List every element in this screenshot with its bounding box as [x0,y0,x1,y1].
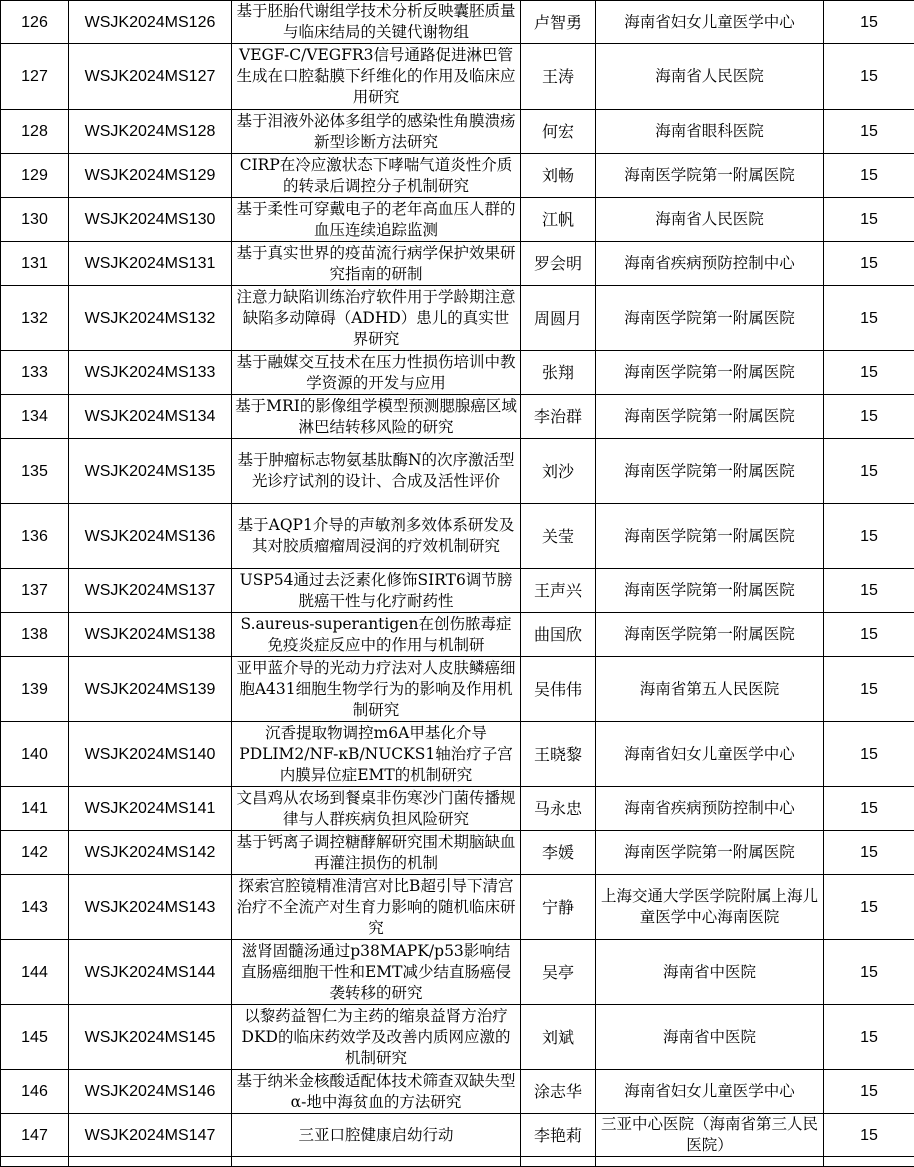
project-code-cell: WSJK2024MS134 [69,395,232,439]
funding-amount-cell: 15 [824,110,914,154]
funding-amount-cell: 15 [824,613,914,657]
project-title-cell: 沉香提取物调控m6A甲基化介导PDLIM2/NF-κB/NUCKS1轴治疗子宫内膜异位症EMT的机制研究 [232,722,521,787]
project-code-cell: WSJK2024MS146 [69,1070,232,1114]
project-title-cell: 基于钙离子调控糖酵解研究围术期脑缺血再灌注损伤的机制 [232,831,521,875]
institution-cell: 海南医学院第一附属医院 [596,395,824,439]
project-title-cell: 探索宫腔镜精准清宫对比B超引导下清宫治疗不全流产对生育力影响的随机临床研究 [232,875,521,940]
table-row [1,198,914,242]
row-number-cell: 145 [1,1005,69,1070]
project-code-cell: WSJK2024MS142 [69,831,232,875]
project-code-cell: WSJK2024MS127 [69,44,232,110]
table-cell [1,1157,69,1167]
funding-amount-cell: 15 [824,242,914,286]
funding-amount-cell: 15 [824,44,914,110]
project-leader-cell: 王晓黎 [521,722,596,787]
table-row [1,1,914,44]
funding-amount-cell: 15 [824,395,914,439]
project-title-cell: 基于纳米金核酸适配体技术筛查双缺失型α-地中海贫血的方法研究 [232,1070,521,1114]
project-table-body [1,1,914,1167]
institution-cell: 海南省妇女儿童医学中心 [596,1,824,44]
table-row [1,657,914,722]
row-number-cell: 128 [1,110,69,154]
project-title-cell: 三亚口腔健康启幼行动 [232,1114,521,1157]
table-row [1,286,914,351]
project-leader-cell: 李治群 [521,395,596,439]
table-row [1,351,914,395]
table-row [1,875,914,940]
funding-amount-cell: 15 [824,198,914,242]
row-number-cell: 135 [1,439,69,504]
funding-amount-cell: 15 [824,657,914,722]
table-row [1,439,914,504]
table-row [1,787,914,831]
project-leader-cell: 吴亭 [521,940,596,1005]
institution-cell: 海南医学院第一附属医院 [596,439,824,504]
project-leader-cell: 周圆月 [521,286,596,351]
row-number-cell: 137 [1,569,69,613]
project-leader-cell: 王涛 [521,44,596,110]
row-number-cell: 138 [1,613,69,657]
table-row [1,44,914,110]
funding-amount-cell: 15 [824,154,914,198]
table-row [1,722,914,787]
funding-amount-cell: 15 [824,286,914,351]
institution-cell: 海南省第五人民医院 [596,657,824,722]
project-title-cell: VEGF-C/VEGFR3信号通路促进淋巴管生成在口腔黏膜下纤维化的作用及临床应用研究 [232,44,521,110]
table-cell [824,1157,914,1167]
institution-cell: 海南省人民医院 [596,44,824,110]
project-title-cell: 亚甲蓝介导的光动力疗法对人皮肤鳞癌细胞A431细胞生物学行为的影响及作用机制研究 [232,657,521,722]
project-title-cell: 基于柔性可穿戴电子的老年高血压人群的血压连续追踪监测 [232,198,521,242]
project-code-cell: WSJK2024MS138 [69,613,232,657]
row-number-cell: 141 [1,787,69,831]
table-row [1,395,914,439]
project-title-cell: 以黎药益智仁为主药的缩泉益肾方治疗DKD的临床药效学及改善内质网应激的机制研究 [232,1005,521,1070]
row-number-cell: 127 [1,44,69,110]
funding-amount-cell: 15 [824,787,914,831]
project-title-cell: 基于胚胎代谢组学技术分析反映囊胚质量与临床结局的关键代谢物组 [232,1,521,44]
institution-cell: 三亚中心医院（海南省第三人民医院） [596,1114,824,1157]
project-leader-cell: 张翔 [521,351,596,395]
project-code-cell: WSJK2024MS141 [69,787,232,831]
project-leader-cell: 宁静 [521,875,596,940]
funding-amount-cell: 15 [824,875,914,940]
table-row [1,1157,914,1167]
table-row [1,940,914,1005]
table-row [1,242,914,286]
institution-cell: 海南医学院第一附属医院 [596,613,824,657]
project-title-cell: 基于泪液外泌体多组学的感染性角膜溃疡新型诊断方法研究 [232,110,521,154]
project-leader-cell: 刘畅 [521,154,596,198]
institution-cell: 海南省眼科医院 [596,110,824,154]
table-cell [596,1157,824,1167]
institution-cell: 海南医学院第一附属医院 [596,154,824,198]
project-leader-cell: 江帆 [521,198,596,242]
row-number-cell: 132 [1,286,69,351]
project-code-cell: WSJK2024MS135 [69,439,232,504]
project-code-cell: WSJK2024MS136 [69,504,232,569]
institution-cell: 海南医学院第一附属医院 [596,569,824,613]
project-code-cell: WSJK2024MS126 [69,1,232,44]
institution-cell: 海南医学院第一附属医院 [596,351,824,395]
project-title-cell: 基于真实世界的疫苗流行病学保护效果研究指南的研制 [232,242,521,286]
row-number-cell: 131 [1,242,69,286]
project-title-cell: 基于肿瘤标志物氨基肽酶N的次序激活型光诊疗试剂的设计、合成及活性评价 [232,439,521,504]
project-code-cell: WSJK2024MS144 [69,940,232,1005]
row-number-cell: 139 [1,657,69,722]
table-row [1,154,914,198]
project-title-cell: USP54通过去泛素化修饰SIRT6调节膀胱癌干性与化疗耐药性 [232,569,521,613]
project-title-cell: 滋肾固髓汤通过p38MAPK/p53影响结直肠癌细胞干性和EMT减少结直肠癌侵袭转移的研究 [232,940,521,1005]
funding-amount-cell: 15 [824,1114,914,1157]
table-row [1,569,914,613]
project-leader-cell: 李艳莉 [521,1114,596,1157]
funding-amount-cell: 15 [824,940,914,1005]
funding-amount-cell: 15 [824,439,914,504]
institution-cell: 海南省疾病预防控制中心 [596,242,824,286]
project-code-cell: WSJK2024MS145 [69,1005,232,1070]
table-cell [69,1157,232,1167]
project-title-cell: S.aureus-superantigen在创伤脓毒症免疫炎症反应中的作用与机制研 [232,613,521,657]
row-number-cell: 146 [1,1070,69,1114]
institution-cell: 海南医学院第一附属医院 [596,286,824,351]
project-leader-cell: 涂志华 [521,1070,596,1114]
project-leader-cell: 王声兴 [521,569,596,613]
table-cell [521,1157,596,1167]
row-number-cell: 143 [1,875,69,940]
project-code-cell: WSJK2024MS129 [69,154,232,198]
project-code-cell: WSJK2024MS131 [69,242,232,286]
project-title-cell: 基于融媒交互技术在压力性损伤培训中教学资源的开发与应用 [232,351,521,395]
table-row [1,504,914,569]
project-code-cell: WSJK2024MS130 [69,198,232,242]
institution-cell: 海南省妇女儿童医学中心 [596,1070,824,1114]
project-leader-cell: 吴伟伟 [521,657,596,722]
row-number-cell: 144 [1,940,69,1005]
funding-amount-cell: 15 [824,831,914,875]
row-number-cell: 134 [1,395,69,439]
row-number-cell: 129 [1,154,69,198]
institution-cell: 海南省中医院 [596,1005,824,1070]
project-code-cell: WSJK2024MS143 [69,875,232,940]
funding-amount-cell: 15 [824,1005,914,1070]
project-code-cell: WSJK2024MS147 [69,1114,232,1157]
project-leader-cell: 卢智勇 [521,1,596,44]
table-row [1,613,914,657]
funding-amount-cell: 15 [824,722,914,787]
project-title-cell: CIRP在冷应激状态下哮喘气道炎性介质的转录后调控分子机制研究 [232,154,521,198]
project-leader-cell: 马永忠 [521,787,596,831]
project-code-cell: WSJK2024MS133 [69,351,232,395]
funding-amount-cell: 15 [824,569,914,613]
row-number-cell: 133 [1,351,69,395]
row-number-cell: 136 [1,504,69,569]
table-row [1,831,914,875]
table-row [1,1005,914,1070]
project-leader-cell: 刘沙 [521,439,596,504]
project-code-cell: WSJK2024MS137 [69,569,232,613]
project-title-cell: 基于MRI的影像组学模型预测腮腺癌区域淋巴结转移风险的研究 [232,395,521,439]
project-leader-cell: 曲国欣 [521,613,596,657]
table-row [1,1070,914,1114]
institution-cell: 海南省中医院 [596,940,824,1005]
project-code-cell: WSJK2024MS132 [69,286,232,351]
institution-cell: 上海交通大学医学院附属上海儿童医学中心海南医院 [596,875,824,940]
project-code-cell: WSJK2024MS128 [69,110,232,154]
row-number-cell: 140 [1,722,69,787]
row-number-cell: 147 [1,1114,69,1157]
project-leader-cell: 关莹 [521,504,596,569]
project-leader-cell: 刘斌 [521,1005,596,1070]
funding-amount-cell: 15 [824,351,914,395]
project-title-cell: 文昌鸡从农场到餐桌非伤寒沙门菌传播规律与人群疾病负担风险研究 [232,787,521,831]
institution-cell: 海南医学院第一附属医院 [596,831,824,875]
institution-cell: 海南省疾病预防控制中心 [596,787,824,831]
funding-amount-cell: 15 [824,1,914,44]
project-code-cell: WSJK2024MS140 [69,722,232,787]
funding-amount-cell: 15 [824,1070,914,1114]
project-leader-cell: 李媛 [521,831,596,875]
table-row [1,110,914,154]
funding-amount-cell: 15 [824,504,914,569]
row-number-cell: 126 [1,1,69,44]
institution-cell: 海南医学院第一附属医院 [596,504,824,569]
row-number-cell: 142 [1,831,69,875]
project-leader-cell: 何宏 [521,110,596,154]
table-cell [232,1157,521,1167]
project-title-cell: 注意力缺陷训练治疗软件用于学龄期注意缺陷多动障碍（ADHD）患儿的真实世界研究 [232,286,521,351]
project-title-cell: 基于AQP1介导的声敏剂多效体系研发及其对胶质瘤瘤周浸润的疗效机制研究 [232,504,521,569]
institution-cell: 海南省妇女儿童医学中心 [596,722,824,787]
project-leader-cell: 罗会明 [521,242,596,286]
row-number-cell: 130 [1,198,69,242]
table-row [1,1114,914,1157]
institution-cell: 海南省人民医院 [596,198,824,242]
project-code-cell: WSJK2024MS139 [69,657,232,722]
